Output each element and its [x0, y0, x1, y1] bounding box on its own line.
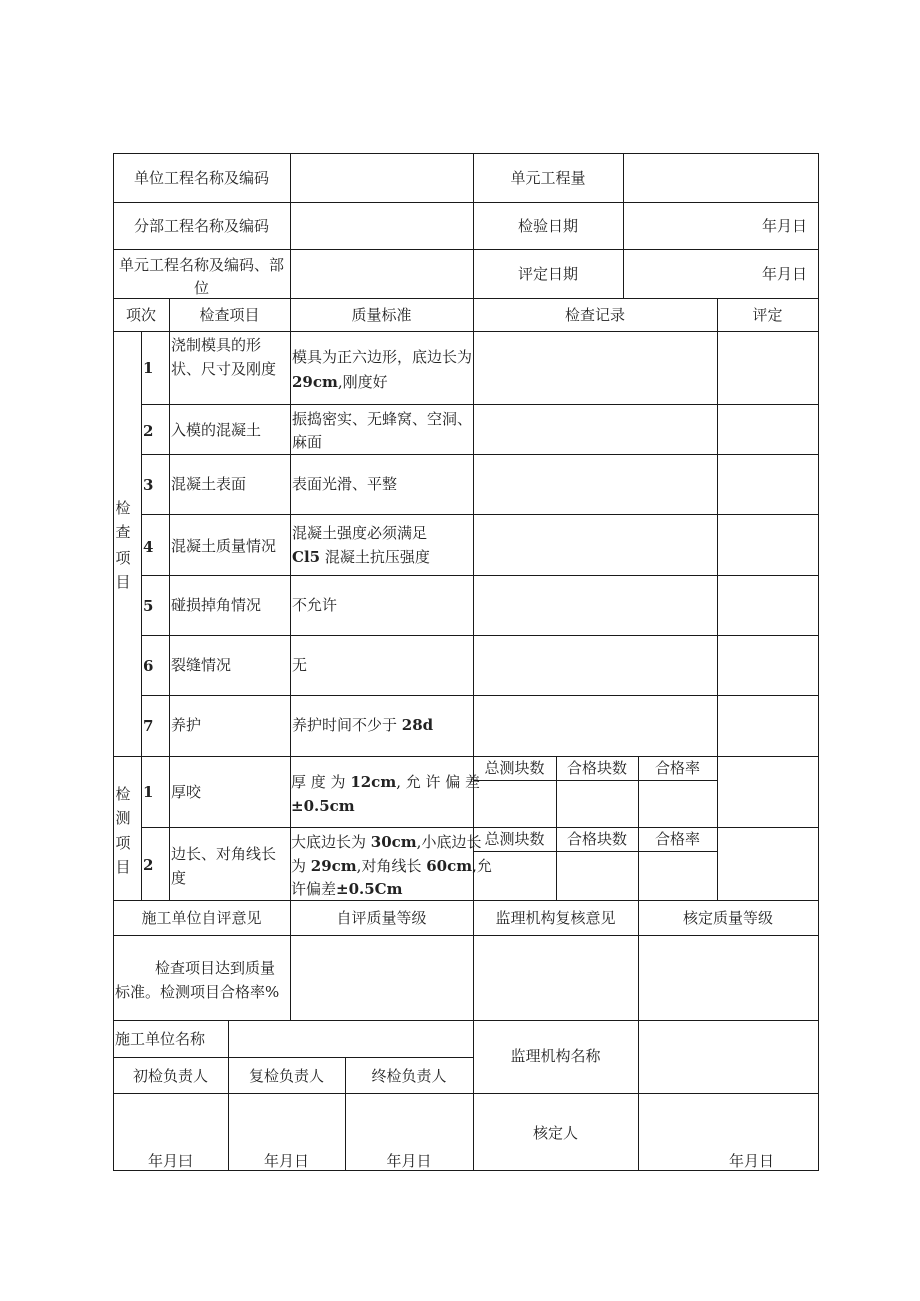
self-quality-grade-label: 自评质量等级	[336, 909, 427, 927]
opinion-text: 检查项目达到质量	[155, 959, 276, 977]
verifier-label: 核定人	[532, 1124, 578, 1142]
row-standard: 模具为正六边形，底边长为	[292, 348, 473, 366]
quantity-label: 单元工程量	[510, 169, 586, 187]
contractor-name-label: 施工单位名称	[115, 1030, 206, 1048]
row-no: 1	[143, 359, 154, 377]
date-first-check: 年月曰	[147, 1152, 193, 1170]
evaluation-date-label: 评定日期	[517, 265, 578, 283]
supervisor-name-label: 监理机构名称	[510, 1047, 601, 1065]
final-check-label: 终检负责人	[371, 1067, 447, 1085]
inspection-date-value: 年月日	[761, 217, 807, 235]
row-standard: 不允许	[292, 596, 338, 614]
unit-project-label: 单位工程名称及编码	[133, 169, 269, 187]
first-check-label: 初检负责人	[132, 1067, 208, 1085]
date-verifier: 年月日	[728, 1152, 774, 1170]
row-item: 入模的混凝土	[171, 421, 262, 439]
col-total-count: 总测块数	[484, 759, 545, 777]
element-project-label-line2: 位	[193, 279, 209, 297]
row-standard: 大底边长为 30cm,小底边长	[291, 833, 482, 851]
col-pass-count: 合格块数	[566, 830, 627, 848]
row-no: 5	[143, 597, 154, 615]
supervisor-review-label: 监理机构复核意见	[495, 909, 616, 927]
element-project-label-line1: 单元工程名称及编码、部	[118, 256, 284, 274]
row-no: 1	[143, 783, 154, 801]
sub-project-label: 分部工程名称及编码	[133, 217, 269, 235]
col-quality-standard: 质量标准	[351, 306, 412, 324]
row-standard: 无	[292, 656, 308, 674]
row-no: 6	[143, 657, 154, 675]
row-no: 2	[143, 856, 154, 874]
col-total-count: 总测块数	[484, 830, 545, 848]
row-no: 7	[143, 717, 154, 735]
inspection-date-label: 检验日期	[517, 217, 578, 235]
row-standard: 振捣密实、无蜂窝、空洞、	[292, 410, 473, 428]
col-check-record: 检查记录	[564, 306, 625, 324]
self-eval-opinion-label: 施工单位自评意见	[141, 909, 262, 927]
col-pass-count: 合格块数	[566, 759, 627, 777]
row-standard: 厚 度 为 12cm, 允 许 偏 差	[291, 773, 481, 791]
row-standard: 混凝土强度必须满足	[292, 524, 428, 542]
col-check-item: 检查项目	[199, 306, 260, 324]
row-no: 4	[143, 538, 154, 556]
col-pass-rate: 合格率	[654, 830, 700, 848]
row-item: 浇制模具的形	[171, 336, 262, 354]
evaluation-date-value: 年月日	[761, 265, 807, 283]
second-check-label: 复检负责人	[248, 1067, 324, 1085]
row-item: 厚咬	[171, 783, 202, 801]
col-pass-rate: 合格率	[654, 759, 700, 777]
row-item: 裂缝情况	[171, 656, 232, 674]
row-no: 2	[143, 422, 154, 440]
row-item: 边长、对角线长	[171, 845, 277, 863]
row-item: 混凝土质量情况	[171, 537, 277, 555]
row-standard: 养护时间不少于 28d	[292, 716, 434, 734]
verified-grade-label: 核定质量等级	[682, 909, 773, 927]
row-item: 养护	[171, 716, 202, 734]
row-no: 3	[143, 476, 154, 494]
date-final-check: 年月日	[386, 1152, 432, 1170]
row-item: 碰损掉角情况	[171, 596, 262, 614]
col-item-no: 项次	[125, 306, 156, 324]
col-evaluation: 评定	[752, 306, 783, 324]
row-item: 混凝土表面	[171, 475, 247, 493]
date-second-check: 年月日	[263, 1152, 309, 1170]
row-standard: 表面光滑、平整	[292, 475, 398, 493]
